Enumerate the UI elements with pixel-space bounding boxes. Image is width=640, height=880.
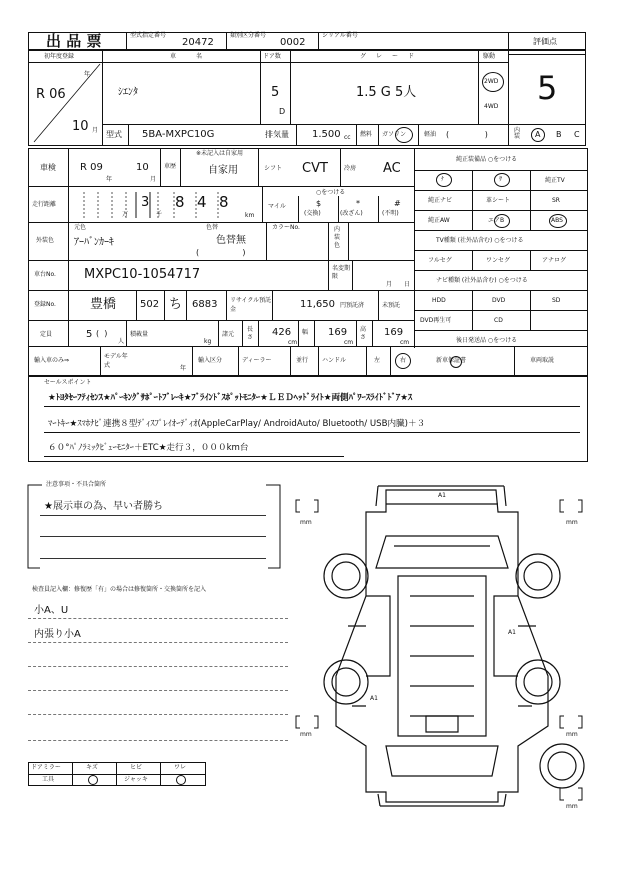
diagram-mark-3: A1	[370, 695, 378, 702]
page-title: 出 品 票	[46, 32, 102, 50]
color-code: 色替無	[216, 235, 246, 246]
mm-4: mm	[566, 731, 578, 738]
notes-label: 注意事項・不具合箇所	[46, 481, 107, 488]
reg-number: 6883	[192, 299, 218, 310]
recycle-value: 11,650	[300, 299, 335, 310]
format-no-label: 型式指定番号	[130, 32, 167, 39]
interior-c: C	[574, 130, 580, 139]
drive-label: 駆動	[483, 53, 496, 60]
mileage-digit-3: 8	[219, 193, 229, 211]
capacity-unit: 人	[118, 338, 125, 345]
capacity-paren: ( )	[96, 329, 108, 338]
inspection-year-mark: 年	[106, 176, 113, 183]
load-label: 積載量	[130, 331, 149, 338]
mm-2: mm	[566, 519, 578, 526]
category-no-label: 類別区分番号	[230, 32, 267, 39]
width-label: 幅	[302, 329, 309, 336]
shift-value: CVT	[302, 161, 328, 176]
jack-circle	[176, 775, 186, 785]
length-value: 426	[272, 327, 292, 338]
grade-label: グレード	[360, 53, 425, 60]
mileage-man: 3	[141, 195, 150, 210]
inspection-value: R 09	[80, 162, 103, 173]
capacity-value: 5	[86, 329, 93, 340]
notes-line-1: ★展示車の為、早い者勝ち	[44, 501, 163, 512]
sales-label: セールスポイント	[44, 379, 92, 386]
usage-label: 車歴	[164, 163, 177, 170]
doors-value: 5	[271, 85, 280, 100]
inspection-month: 10	[136, 162, 149, 173]
fuel-bracket: ( )	[446, 130, 488, 139]
mm-5: mm	[566, 803, 578, 810]
car-diagram	[286, 476, 596, 816]
meter-opt-dollar: $	[316, 199, 322, 208]
fuel-value: ガソリン	[382, 131, 407, 138]
import-type-label: 輸入区分	[198, 357, 223, 364]
later-opt-2: 車両取説	[530, 357, 555, 364]
grade-value: 1.5 G 5人	[356, 85, 417, 100]
equip-r1c1: ﾅ	[441, 176, 445, 183]
nav-title: ナビ種類 (社外品含む) ○をつける	[436, 277, 528, 284]
mm-3: mm	[300, 731, 312, 738]
equip-r3c1: 純正AW	[428, 217, 450, 224]
equip-r1c2: ｻ	[499, 176, 503, 183]
import-dealer: ディーラー	[242, 357, 272, 364]
drive-4wd: 4WD	[484, 103, 499, 110]
width-value: 169	[328, 327, 348, 338]
import-label: 輸入車のみ⇒	[34, 357, 70, 364]
bt-r1c4: ワレ	[174, 764, 187, 771]
capacity-label: 定員	[40, 331, 53, 338]
model-value: 5BA-MXPC10G	[142, 129, 215, 140]
serial-label: シリアル番号	[322, 32, 358, 39]
nav-opt-3: SD	[552, 297, 561, 304]
meter-opt-hash: #	[394, 199, 401, 208]
import-parallel: 並行	[296, 357, 309, 364]
rating-label: 評価点	[533, 37, 557, 46]
usage-note: ※未記入は自家用	[196, 150, 244, 157]
nav-opt-1: HDD	[432, 297, 446, 304]
height-label: 高さ	[360, 326, 367, 341]
car-name-label: 車名	[170, 53, 223, 60]
model-year-label: モデル年式	[104, 353, 128, 369]
tv-opt-3: アナログ	[542, 257, 567, 264]
load-unit: kg	[204, 338, 212, 345]
format-no: 20472	[182, 37, 214, 48]
chassis-value: MXPC10-1054717	[84, 267, 201, 282]
color-original: ｱｰﾊﾞﾝｶｰｷ	[74, 237, 114, 248]
usage-value: 自家用	[208, 165, 238, 176]
mileage-km: km	[245, 212, 255, 219]
handle-label: ハンドル	[322, 357, 347, 364]
bt-r1c2: キズ	[86, 764, 98, 771]
tv-opt-2: ワンセグ	[486, 257, 511, 264]
doors-label: ドア数	[263, 53, 281, 60]
equip-r2c1: 純正ナビ	[428, 197, 453, 204]
year-mark: 年	[84, 71, 91, 78]
tv-opt-1: フルセグ	[428, 257, 452, 264]
first-reg-label: 初年度登録	[44, 53, 75, 60]
month-mark: 月	[92, 127, 99, 134]
nav-opt-2: DVD	[492, 297, 506, 304]
bt-r1c3: ヒビ	[130, 764, 143, 771]
meter-circle-note: ○をつける	[316, 189, 346, 196]
interior-b: B	[556, 130, 562, 139]
handle-right: 右	[400, 357, 407, 364]
rating-value: 5	[537, 69, 558, 107]
sales-line-1: ★ﾄﾖﾀｾｰﾌﾃｨｾﾝｽ★ﾊﾟｰｷﾝｸﾞｻﾎﾟｰﾄﾌﾞﾚｰｷ★ﾌﾞﾗｲﾝﾄﾞｽﾎﾟｯﾄﾓﾆﾀｰ★ＬＥＤﾍｯﾄﾞﾗｲﾄ★両側ﾊﾟﾜｰｽﾗｲﾄﾞﾄﾞｱ★ｽ	[48, 393, 413, 403]
equip-r2c2: 革シート	[486, 197, 511, 204]
tool-circle	[88, 775, 98, 785]
handle-left: 左	[374, 357, 381, 364]
displacement-value: 1.500	[312, 129, 341, 140]
interior-label: 内装	[514, 127, 521, 140]
color-label: 外装色	[36, 237, 55, 244]
recycle-label: リサイクル預託金	[230, 297, 272, 313]
transfer-month: 月	[386, 281, 393, 288]
later-opt-1: 新車保証書	[436, 357, 467, 364]
reg-kana: ち	[169, 297, 183, 312]
reg-label: 登録No.	[34, 301, 56, 308]
color-original-label: 元色	[74, 224, 87, 231]
dims-label: 諸元	[222, 331, 235, 338]
fuel-label: 燃料	[360, 131, 373, 138]
inspection-month-mark: 月	[150, 176, 157, 183]
reg-place: 豊橋	[90, 297, 117, 312]
mileage-digit-2: 4	[197, 193, 207, 211]
meter-label: マイル	[268, 203, 286, 210]
mileage-digit-1: 8	[175, 193, 185, 211]
transfer-day: 日	[404, 281, 411, 288]
bt-r2c3: ジャッキ	[124, 776, 148, 783]
displacement-unit: cc	[344, 134, 351, 141]
inspector-line-1: 小A、U	[34, 605, 69, 616]
sales-line-2: ﾏｰﾄｷｰ★ｽﾏﾎﾅﾋﾞ連携８型ﾃﾞｨｽﾌﾟﾚｲｵｰﾃﾞｨｵ(AppleCarPlay/ AndroidAuto/ Bluetooth/ USB内臓)＋３	[48, 419, 426, 429]
equip-title: 純正装備品 ○をつける	[456, 156, 518, 163]
equip-r2c3: SR	[552, 197, 560, 204]
equip-r3c2: エアB	[488, 217, 505, 224]
meter-opt-star: *	[356, 199, 360, 208]
bt-r2c1: 工具	[42, 776, 55, 783]
color-code-label: 色替	[206, 224, 219, 231]
equip-r3c3: ABS	[551, 217, 563, 224]
mileage-label: 走行距離	[32, 201, 57, 208]
meter-opt-star-label: (改ざん)	[340, 210, 363, 217]
transfer-label: 名変期限	[332, 265, 351, 280]
ac-value: AC	[383, 161, 401, 176]
mileage-boxes	[74, 190, 260, 220]
sales-line-3: ６０°ﾊﾟﾉﾗﾐｯｸﾋﾞｭｰﾓﾆﾀｰ＋ETC★走行３，０００km台	[48, 443, 249, 453]
bt-r1c1: ドアミラー	[31, 764, 61, 771]
length-label: 長さ	[247, 326, 254, 341]
header-frame	[28, 32, 586, 50]
reg-class: 502	[140, 299, 160, 310]
fuel-light: 軽油	[424, 131, 437, 138]
meter-opt-dollar-label: (交換)	[304, 210, 321, 217]
car-name: ｼｴﾝﾀ	[118, 87, 138, 98]
tv-title: TV種類 (社外品含む) ○をつける	[436, 237, 524, 244]
first-reg-era: R 06	[36, 87, 66, 102]
mileage-man-unit: 万	[122, 211, 129, 218]
mm-1: mm	[300, 519, 312, 526]
width-cm: cm	[344, 339, 354, 346]
shift-label: シフト	[264, 165, 283, 172]
chassis-label: 車台No.	[34, 271, 56, 278]
recycle-suffix: 円預託済	[340, 302, 365, 309]
height-cm: cm	[400, 339, 410, 346]
meter-opt-hash-label: (不明)	[382, 210, 399, 217]
inspector-label: 検査員記入欄：修復歴「有」の場合は修復箇所・交換箇所を記入	[32, 586, 207, 593]
length-cm: cm	[288, 339, 298, 346]
first-reg-month: 10	[72, 119, 89, 134]
recycle-unpaid: 未預託	[382, 302, 401, 309]
color-paren: ( )	[196, 248, 246, 257]
later-title: 後日発送品 ○をつける	[456, 337, 518, 344]
inspector-line-2: 内張り小A	[34, 629, 81, 640]
ac-label: 冷房	[344, 165, 357, 172]
interior-color-label: 内装色	[334, 226, 341, 249]
inspection-label: 車検	[40, 163, 56, 172]
model-year-mark: 年	[180, 365, 187, 372]
category-no: 0002	[280, 37, 306, 48]
model-label: 型式	[106, 130, 122, 139]
drive-2wd: 2WD	[484, 78, 499, 85]
dvd-label: DVD再生可	[420, 317, 452, 324]
color-no-label: カラーNo.	[272, 224, 300, 231]
mileage-sen-unit: 千	[156, 211, 163, 218]
door-type: D	[279, 107, 286, 116]
interior-a: A	[535, 130, 541, 139]
diagram-mark-1: A1	[438, 492, 446, 499]
equip-r1c3: 純正TV	[545, 177, 565, 184]
height-value: 169	[384, 327, 404, 338]
displacement-label: 排気量	[265, 130, 289, 139]
diagram-mark-2: A1	[508, 629, 516, 636]
cd-label: CD	[494, 317, 503, 324]
